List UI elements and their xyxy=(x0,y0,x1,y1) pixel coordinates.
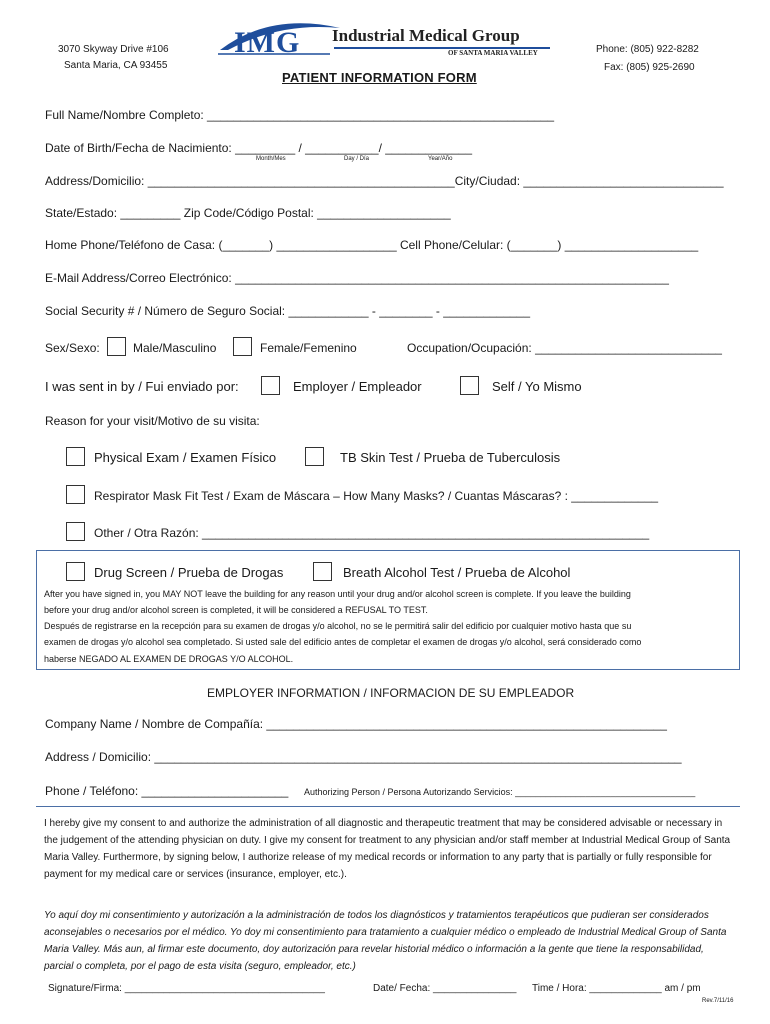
female-checkbox[interactable] xyxy=(233,337,252,356)
logo-company-sub: OF SANTA MARIA VALLEY xyxy=(448,49,538,57)
tb-test-label: TB Skin Test / Prueba de Tuberculosis xyxy=(340,450,561,465)
male-label: Male/Masculino xyxy=(133,341,217,355)
tb-test-checkbox[interactable] xyxy=(305,447,324,466)
phones-field[interactable]: Home Phone/Teléfono de Casa: (_______) __________________ Cell Phone/Celular: (_______) ____________________ xyxy=(45,238,699,252)
notice-es-line2: examen de drogas y/o alcohol sea completado. Si usted sale del edificio antes de completar el examen de drogas y/o alcohol, será considerado como xyxy=(44,637,642,647)
notice-es-line3: haberse NEGADO AL EXAMEN DE DROGAS Y/O ALCOHOL. xyxy=(44,654,294,664)
dob-field[interactable]: Date of Birth/Fecha de Nacimiento: _________ / ___________/ _____________ xyxy=(45,141,472,155)
consent-divider xyxy=(36,806,740,807)
signature-field[interactable]: Signature/Firma: ____________________________________ xyxy=(48,983,325,994)
drug-screen-checkbox[interactable] xyxy=(66,562,85,581)
logo-letters: IMG xyxy=(234,26,301,59)
sent-by-label: I was sent in by / Fui enviado por: xyxy=(45,379,239,394)
self-label: Self / Yo Mismo xyxy=(492,379,582,394)
self-checkbox[interactable] xyxy=(460,376,479,395)
drug-screen-label: Drug Screen / Prueba de Drogas xyxy=(94,565,284,580)
dob-day-caption: Day / Día xyxy=(344,156,370,162)
consent-spanish: Yo aquí doy mi consentimiento y autorización a la administración de todos los diagnósticos y tratamientos terapéuticos que pudieran ser considerados aconsejables o necesarios por el médico. Yo doy mi consentimiento para tratamiento a cualquier médico o empleado de Industrial Medical Group of Santa Maria Valley. Más aun, al firmar este documento, doy autorización para revelar historial médico o información a la gente que tiene la responsabilidad, parcial o completa, por el pago de esta visita (seguro, empleador, etc.) xyxy=(44,910,727,972)
phone-number: Phone: (805) 922-8282 xyxy=(596,44,699,55)
respirator-checkbox[interactable] xyxy=(66,485,85,504)
notice-es-line1: Después de registrarse en la recepción para su examen de drogas y/o alcohol, no se le permitirá salir del edificio por cualquier motivo hasta que su xyxy=(44,621,632,631)
sex-label: Sex/Sexo: xyxy=(45,341,100,355)
other-checkbox[interactable] xyxy=(66,522,85,541)
female-label: Female/Femenino xyxy=(260,341,357,355)
reason-label: Reason for your visit/Motivo de su visita: xyxy=(45,414,260,428)
employer-address-field[interactable]: Address / Domicilio: _______________________________________________________________________________ xyxy=(45,750,682,764)
state-zip-field[interactable]: State/Estado: _________ Zip Code/Código Postal: ____________________ xyxy=(45,206,451,220)
employer-label: Employer / Empleador xyxy=(293,379,422,394)
img-logo xyxy=(210,20,555,64)
clinic-address-line1: 3070 Skyway Drive #106 xyxy=(58,44,169,55)
dob-year-caption: Year/Año xyxy=(428,156,453,162)
authorizing-person-field[interactable]: Authorizing Person / Persona Autorizando Servicios: ____________________________________ xyxy=(304,787,696,797)
employer-heading: EMPLOYER INFORMATION / INFORMACION DE SU EMPLEADOR xyxy=(207,686,575,700)
occupation-field[interactable]: Occupation/Ocupación: ____________________________ xyxy=(407,341,722,355)
physical-exam-label: Physical Exam / Examen Físico xyxy=(94,450,277,465)
address-city-field[interactable]: Address/Domicilio: ______________________________________________City/Ciudad: ______________________________ xyxy=(45,174,724,188)
fax-number: Fax: (805) 925-2690 xyxy=(604,62,695,73)
full-name-field[interactable]: Full Name/Nombre Completo: ____________________________________________________ xyxy=(45,108,555,122)
breath-alcohol-label: Breath Alcohol Test / Prueba de Alcohol xyxy=(343,565,571,580)
logo-underline xyxy=(334,47,550,49)
respirator-label[interactable]: Respirator Mask Fit Test / Exam de Máscara – How Many Masks? / Cuantas Máscaras? : _____________ xyxy=(94,489,659,503)
company-name-field[interactable]: Company Name / Nombre de Compañía: ____________________________________________________________ xyxy=(45,717,667,731)
dob-month-caption: Month/Mes xyxy=(256,156,286,162)
consent-english: I hereby give my consent to and authorize the administration of all diagnostic and therapeutic treatment that may be considered advisable or necessary in the judgement of the attending physician on duty. I give my consent for treatment to any physician and/or staff member at Industrial Medical Group of Santa Maria Valley. Furthermore, by signing below, I authorize release of my medical records or information to any party that is partially or fully responsible for payment for my medical care or services (insurance, employer, etc.). xyxy=(44,818,731,880)
date-field[interactable]: Date/ Fecha: _______________ xyxy=(373,983,517,994)
logo-company-name: Industrial Medical Group xyxy=(332,26,520,45)
other-reason-field[interactable]: Other / Otra Razón: ___________________________________________________________________ xyxy=(94,526,650,540)
time-field[interactable]: Time / Hora: _____________ am / pm xyxy=(532,983,701,994)
revision-date: Rev.7/11/16 xyxy=(702,998,734,1004)
employer-checkbox[interactable] xyxy=(261,376,280,395)
breath-alcohol-checkbox[interactable] xyxy=(313,562,332,581)
clinic-address-line2: Santa Maria, CA 93455 xyxy=(64,60,168,71)
notice-en-line1: After you have signed in, you MAY NOT leave the building for any reason until your drug and/or alcohol screen is complete. If you leave the building xyxy=(44,589,631,599)
physical-exam-checkbox[interactable] xyxy=(66,447,85,466)
email-field[interactable]: E-Mail Address/Correo Electrónico: _________________________________________________________________ xyxy=(45,271,669,285)
ssn-field[interactable]: Social Security # / Número de Seguro Social: ____________ - ________ - _____________ xyxy=(45,304,531,318)
form-title: PATIENT INFORMATION FORM xyxy=(282,70,477,85)
notice-en-line2: before your drug and/or alcohol screen is completed, it will be considered a REFUSAL TO TEST. xyxy=(44,605,428,615)
employer-phone-field[interactable]: Phone / Teléfono: ______________________ xyxy=(45,784,289,798)
male-checkbox[interactable] xyxy=(107,337,126,356)
